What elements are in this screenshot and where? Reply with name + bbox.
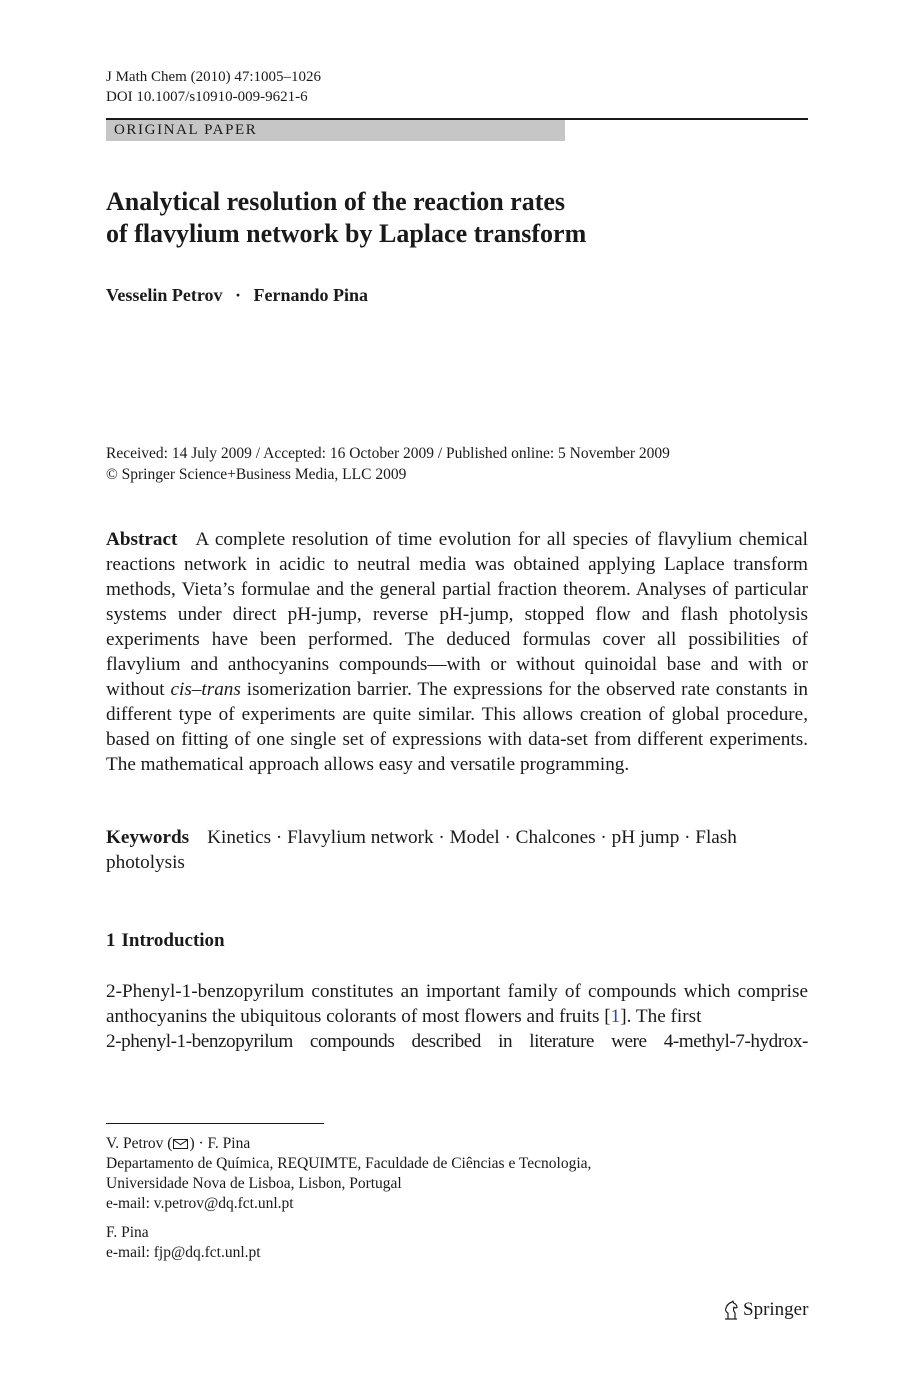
section-heading bbox=[106, 929, 225, 953]
paper-title-line-2: of flavylium network by Laplace transform bbox=[106, 219, 587, 248]
citation-link[interactable]: 1 bbox=[610, 1006, 621, 1027]
paper-title bbox=[106, 186, 806, 250]
journal-reference bbox=[106, 67, 321, 107]
doi: DOI 10.1007/s10910-009-9621-6 bbox=[106, 89, 308, 105]
author-name: Fernando Pina bbox=[253, 285, 369, 305]
abstract bbox=[106, 527, 808, 777]
journal-citation: J Math Chem (2010) 47:1005–1026 bbox=[106, 69, 321, 85]
section-number: 1 bbox=[106, 930, 116, 951]
keywords-label: Keywords bbox=[106, 827, 190, 848]
author-separator: · bbox=[235, 285, 242, 305]
abstract-text: A complete resolution of time evolution for all species of flavylium chemical reactions network in acidic to neutral media was obtained applying Laplace transform methods, Vieta’s formulae and the general partial fraction theorem. Analyses of particular systems under direct pH-jump, reverse pH-jump, stopped flow and flash photolysis experiments have been performed. The deduced formulas cover all possibilities of flavylium and anthocyanins compounds—with or without quinoidal base and with or without bbox=[106, 529, 808, 700]
section-title: Introduction bbox=[121, 930, 225, 951]
keywords-text: Kinetics · Flavylium network · Model · Chalcones · pH jump · Flash photolysis bbox=[106, 827, 737, 873]
copyright-line: © Springer Science+Business Media, LLC 2009 bbox=[106, 466, 407, 483]
introduction-paragraph bbox=[106, 979, 808, 1054]
email-line: e-mail: v.petrov@dq.fct.unl.pt bbox=[106, 1195, 294, 1212]
springer-horse-icon bbox=[723, 1300, 739, 1320]
footnote-author-text: ) · F. Pina bbox=[189, 1135, 251, 1152]
intro-text-last-line: 2-phenyl-1-benzopyrilum compounds described in literature were 4-methyl-7-hydrox- bbox=[106, 1031, 808, 1052]
affiliation-line: Departamento de Química, REQUIMTE, Faculdade de Ciências e Tecnologia, bbox=[106, 1155, 592, 1172]
footnote-author-name: F. Pina bbox=[106, 1224, 149, 1241]
footnote-authors bbox=[106, 1134, 591, 1154]
paper-title-line-1: Analytical resolution of the reaction rates bbox=[106, 187, 566, 216]
affiliation-line: Universidade Nova de Lisboa, Lisbon, Portugal bbox=[106, 1175, 402, 1192]
abstract-label: Abstract bbox=[106, 529, 178, 550]
footnote-rule bbox=[106, 1123, 324, 1124]
second-author-footnote bbox=[106, 1223, 261, 1263]
author-list bbox=[106, 284, 368, 306]
abstract-text: isomerization barrier. The expressions for the observed rate constants in different type of experiments are quite similar. This allows creation of global procedure, based on fitting of one single set of expressions with data-set from different experiments. The mathematical approach allows easy and versatile programming. bbox=[106, 679, 808, 775]
publication-history bbox=[106, 443, 670, 485]
keywords bbox=[106, 825, 808, 875]
abstract-italic-term: cis–trans bbox=[170, 679, 241, 700]
author-affiliation-footnote bbox=[106, 1134, 591, 1214]
paper-type-label: ORIGINAL PAPER bbox=[114, 122, 258, 138]
intro-text: ]. The first bbox=[620, 1006, 702, 1027]
footnote-author-text: V. Petrov ( bbox=[106, 1135, 173, 1152]
email-line: e-mail: fjp@dq.fct.unl.pt bbox=[106, 1244, 261, 1261]
envelope-icon bbox=[173, 1139, 188, 1149]
author-name: Vesselin Petrov bbox=[106, 285, 223, 305]
paper-type-bar bbox=[106, 120, 565, 141]
intro-text: 2-Phenyl-1-benzopyrilum constitutes an important family of compounds which comprise anthocyanins the ubiquitous colorants of most flowers and fruits [ bbox=[106, 981, 808, 1027]
publisher-name: Springer bbox=[743, 1299, 809, 1320]
history-dates: Received: 14 July 2009 / Accepted: 16 October 2009 / Published online: 5 November 2009 bbox=[106, 445, 670, 462]
publisher-logo bbox=[723, 1298, 808, 1322]
